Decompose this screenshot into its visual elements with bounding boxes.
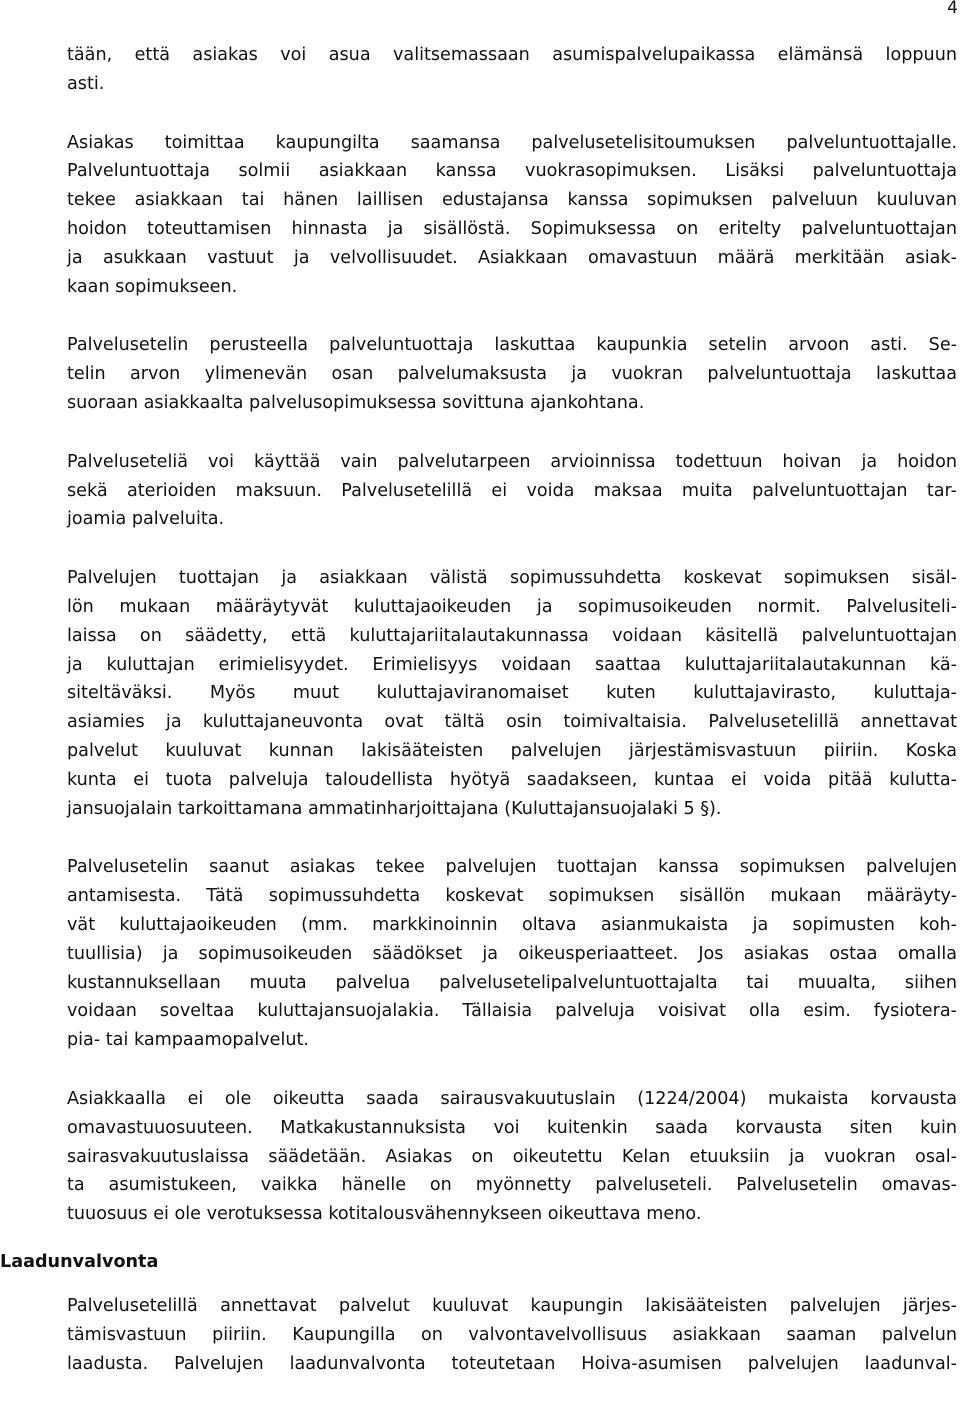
- section-body: [67, 1292, 957, 1408]
- text-line: Asiakas toimittaa kaupungilta saamansa palvelusetelisitoumuksen palveluntuottajalle.: [67, 132, 957, 153]
- text-line: kustannuksellaan muuta palvelua palvelusetelipalveluntuottajalta tai muualta, siihen: [67, 972, 957, 993]
- text-line: sekä aterioiden maksuun. Palvelusetelillä ei voida maksaa muita palveluntuottajan tar-: [67, 480, 957, 501]
- text-line: asiamies ja kuluttajaneuvonta ovat tältä osin toimivaltaisia. Palvelusetelillä annettavat: [67, 712, 957, 733]
- text-line: vät kuluttajaoikeuden (mm. markkinoinnin oltava asianmukaista ja sopimusten koh-: [67, 914, 957, 935]
- text-line: telin arvon ylimenevän osan palvelumaksusta ja vuokran palveluntuottaja laskuttaa: [67, 364, 957, 385]
- text-line: Palveluseteliä voi käyttää vain palvelutarpeen arvioinnissa todettuun hoivan ja hoidon: [67, 451, 957, 472]
- text-line: kaan sopimukseen.: [67, 276, 238, 297]
- text-line: laissa on säädetty, että kuluttajariitalautakunnassa voidaan käsitellä palveluntuottajan: [67, 625, 957, 646]
- text-line: tään, että asiakas voi asua valitsemassaan asumispalvelupaikassa elämänsä loppuun: [67, 45, 957, 65]
- text-line: tuuosuus ei ole verotuksessa kotitalousvähennykseen oikeuttava meno.: [67, 1204, 702, 1225]
- paragraph: [67, 41, 957, 99]
- text-line: Palvelusetelin saanut asiakas tekee palvelujen tuottajan kanssa sopimuksen palvelujen: [67, 857, 957, 878]
- text-line: ta asumistukeen, vaikka hänelle on myönnetty palveluseteli. Palvelusetelin omavas-: [67, 1175, 957, 1196]
- paragraph: [67, 1085, 957, 1229]
- text-line: tekee asiakkaan tai hänen laillisen edustajansa kanssa sopimuksen palveluun kuuluvan: [67, 190, 957, 211]
- paragraph: [67, 1292, 957, 1378]
- paragraph: [67, 331, 957, 417]
- text-line: sairasvakuutuslaissa säädetään. Asiakas on oikeutettu Kelan etuuksiin ja vuokran osal-: [67, 1146, 957, 1167]
- paragraph: [67, 448, 957, 534]
- text-line: laadusta. Palvelujen laadunvalvonta toteutetaan Hoiva-asumisen palvelujen laadunval-: [67, 1353, 957, 1374]
- text-line: lön mukaan määräytyvät kuluttajaoikeuden ja sopimusoikeuden normit. Palvelusiteli-: [67, 596, 957, 617]
- text-line: pia- tai kampaamopalvelut.: [67, 1030, 309, 1051]
- text-line: Palvelusetelillä annettavat palvelut kuuluvat kaupungin lakisääteisten palvelujen järjes-: [67, 1296, 957, 1316]
- text-line: tämisvastuun piiriin. Kaupungilla on valvontavelvollisuus asiakkaan saaman palvelun: [67, 1324, 957, 1345]
- paragraph: [67, 853, 957, 1055]
- paragraph: [67, 564, 957, 823]
- text-line: tuullisia) ja sopimusoikeuden säädökset ja oikeusperiaatteet. Jos asiakas ostaa omalla: [67, 943, 957, 964]
- text-line: Palvelujen tuottajan ja asiakkaan välistä sopimussuhdetta koskevat sopimuksen sisäl-: [67, 568, 957, 589]
- text-line: Palvelusetelin perusteella palveluntuottaja laskuttaa kaupunkia setelin arvoon asti. Se-: [67, 335, 957, 356]
- text-line: ja kuluttajan erimielisyydet. Erimielisyys voidaan saattaa kuluttajariitalautakunnan kä-: [67, 654, 957, 675]
- text-line: hoidon toteuttamisen hinnasta ja sisällöstä. Sopimuksessa on eritelty palveluntuottajan: [67, 218, 957, 239]
- document-body: [67, 41, 957, 1259]
- text-line: jansuojalain tarkoittamana ammatinharjoittajana (Kuluttajansuojalaki 5 §).: [67, 798, 722, 819]
- section-heading: Laadunvalvonta: [0, 1252, 159, 1272]
- text-line: Asiakkaalla ei ole oikeutta saada sairausvakuutuslain (1224/2004) mukaista korvausta: [67, 1088, 957, 1109]
- paragraph: [67, 129, 957, 302]
- text-line: omavastuuosuuteen. Matkakustannuksista voi kuitenkin saada korvausta siten kuin: [67, 1117, 957, 1138]
- text-line: Palveluntuottaja solmii asiakkaan kanssa vuokrasopimuksen. Lisäksi palveluntuottaja: [67, 161, 957, 182]
- text-line: suoraan asiakkaalta palvelusopimuksessa sovittuna ajankohtana.: [67, 392, 645, 413]
- text-line: palvelut kuuluvat kunnan lakisääteisten palvelujen järjestämisvastuun piiriin. Koska: [67, 740, 957, 761]
- text-line: voidaan soveltaa kuluttajansuojalakia. Tällaisia palveluja voisivat olla esim. fysiotera-: [67, 1001, 957, 1022]
- page-number: 4: [947, 0, 958, 18]
- text-line: joamia palveluita.: [67, 509, 225, 530]
- text-line: siteltäväksi. Myös muut kuluttajaviranomaiset kuten kuluttajavirasto, kuluttaja-: [67, 683, 957, 704]
- text-line: kunta ei tuota palveluja taloudellista hyötyä saadakseen, kuntaa ei voida pitää kulutta-: [67, 769, 957, 790]
- text-line: antamisesta. Tätä sopimussuhdetta koskevat sopimuksen sisällön mukaan määräyty-: [67, 886, 957, 907]
- text-line: ja asukkaan vastuut ja velvollisuudet. Asiakkaan omavastuun määrä merkitään asiak-: [67, 247, 957, 268]
- text-line: asti.: [67, 73, 105, 94]
